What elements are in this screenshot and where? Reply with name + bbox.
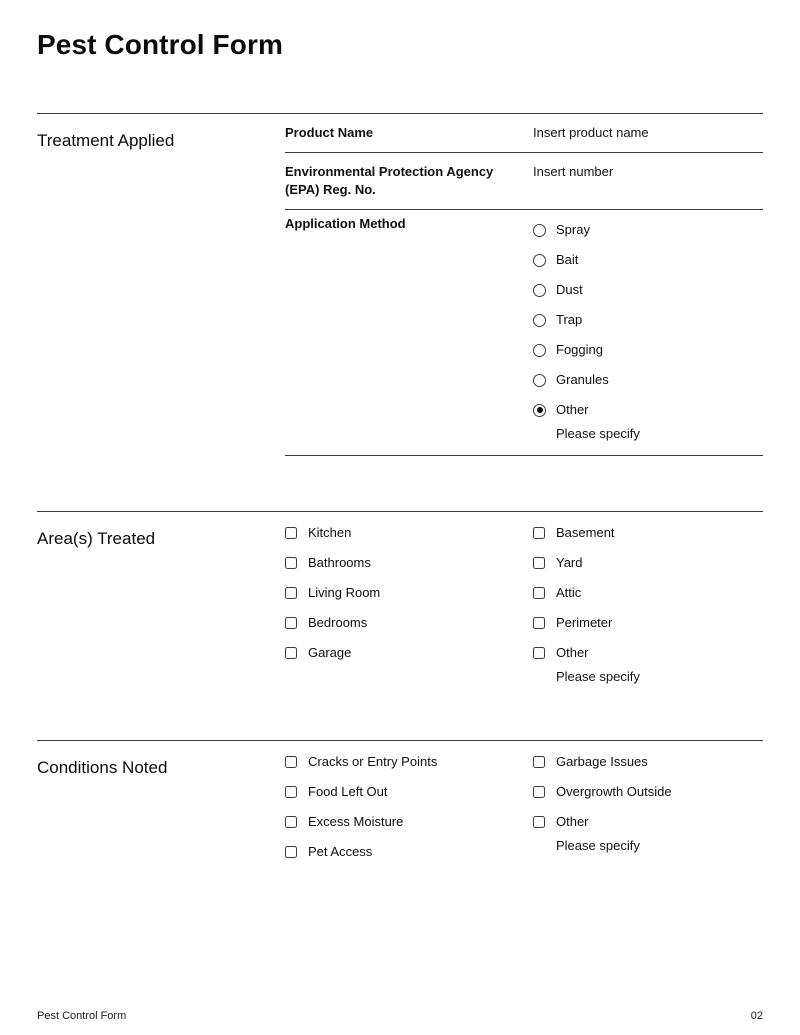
radio-option[interactable] xyxy=(533,275,763,305)
radio-option-label: Dust xyxy=(556,282,583,297)
section-label-treatment-applied: Treatment Applied xyxy=(37,131,175,150)
footer-page-number: 02 xyxy=(750,1010,763,1022)
section-conditions-noted xyxy=(37,740,763,867)
form-field-row xyxy=(285,153,763,210)
radio-option[interactable] xyxy=(533,215,763,245)
checkbox-icon[interactable] xyxy=(285,587,297,599)
checkbox-option-label: Attic xyxy=(556,585,582,600)
field-label: Product Name xyxy=(285,125,374,140)
treatment-field-list xyxy=(285,114,763,210)
checkbox-option-label: Basement xyxy=(556,525,615,540)
checkbox-option[interactable] xyxy=(285,518,533,548)
checkbox-icon[interactable] xyxy=(533,587,545,599)
radio-option-label: Bait xyxy=(556,252,579,267)
page-footer xyxy=(37,1010,763,1022)
radio-option-label: Trap xyxy=(556,312,583,327)
radio-icon[interactable] xyxy=(533,284,546,297)
treatment-fields xyxy=(285,114,763,456)
checkbox-option[interactable] xyxy=(285,837,533,867)
checkbox-icon[interactable] xyxy=(533,756,545,768)
checkbox-option-label: Other xyxy=(556,814,589,829)
radio-option-label: Spray xyxy=(556,222,590,237)
section-treatment-applied xyxy=(37,113,763,456)
checkbox-option-label: Garbage Issues xyxy=(556,754,648,769)
checkbox-option[interactable] xyxy=(533,638,763,668)
radio-option-label: Other xyxy=(556,402,589,417)
checkbox-option-label: Garage xyxy=(308,645,352,660)
section-label-conditions-noted: Conditions Noted xyxy=(37,758,168,777)
form-field-row xyxy=(285,114,763,153)
areas-checkbox-columns xyxy=(285,512,763,692)
section-areas-treated xyxy=(37,511,763,692)
checkbox-icon[interactable] xyxy=(533,786,545,798)
checkbox-option-label: Perimeter xyxy=(556,615,613,630)
checkbox-icon[interactable] xyxy=(285,617,297,629)
field-input-placeholder[interactable]: Insert product name xyxy=(533,125,649,140)
application-method-label: Application Method xyxy=(285,216,406,231)
field-label: Environmental Protection Agency (EPA) Reg. No. xyxy=(285,164,494,197)
checkbox-icon[interactable] xyxy=(533,527,545,539)
checkbox-icon[interactable] xyxy=(285,846,297,858)
application-method-row xyxy=(285,210,763,456)
checkbox-icon[interactable] xyxy=(285,557,297,569)
radio-icon[interactable] xyxy=(533,254,546,267)
checkbox-option[interactable] xyxy=(533,747,763,777)
page-title: Pest Control Form xyxy=(37,29,283,60)
radio-option[interactable] xyxy=(533,305,763,335)
radio-icon[interactable] xyxy=(533,374,546,387)
checkbox-option[interactable] xyxy=(533,548,763,578)
radio-icon[interactable] xyxy=(533,344,546,357)
checkbox-option[interactable] xyxy=(285,608,533,638)
checkbox-option[interactable] xyxy=(285,807,533,837)
checkbox-option[interactable] xyxy=(285,548,533,578)
checkbox-option-label: Pet Access xyxy=(308,844,373,859)
checkbox-option[interactable] xyxy=(285,777,533,807)
checkbox-option[interactable] xyxy=(533,578,763,608)
checkbox-option-label: Kitchen xyxy=(308,525,352,540)
checkbox-option-label: Excess Moisture xyxy=(308,814,404,829)
please-specify-input[interactable]: Please specify xyxy=(556,838,640,853)
checkbox-icon[interactable] xyxy=(285,786,297,798)
checkbox-option-label: Other xyxy=(556,645,589,660)
radio-icon[interactable] xyxy=(533,224,546,237)
conditions-column-2 xyxy=(533,747,763,867)
section-label-areas-treated: Area(s) Treated xyxy=(37,529,156,548)
checkbox-option[interactable] xyxy=(533,608,763,638)
checkbox-icon[interactable] xyxy=(533,557,545,569)
areas-column-1 xyxy=(285,518,533,692)
checkbox-icon[interactable] xyxy=(285,756,297,768)
checkbox-option-label: Bedrooms xyxy=(308,615,368,630)
checkbox-option-label: Overgrowth Outside xyxy=(556,784,672,799)
checkbox-option-label: Cracks or Entry Points xyxy=(308,754,438,769)
checkbox-icon[interactable] xyxy=(533,647,545,659)
radio-option[interactable] xyxy=(533,335,763,365)
radio-option-label: Fogging xyxy=(556,342,603,357)
radio-icon[interactable] xyxy=(533,404,546,417)
checkbox-icon[interactable] xyxy=(285,527,297,539)
radio-option[interactable] xyxy=(533,245,763,275)
application-method-options xyxy=(533,215,763,449)
checkbox-option[interactable] xyxy=(533,777,763,807)
checkbox-icon[interactable] xyxy=(533,617,545,629)
checkbox-option[interactable] xyxy=(285,578,533,608)
areas-column-2 xyxy=(533,518,763,692)
checkbox-option-label: Living Room xyxy=(308,585,381,600)
checkbox-option[interactable] xyxy=(285,638,533,668)
checkbox-option-label: Yard xyxy=(556,555,583,570)
checkbox-option[interactable] xyxy=(533,807,763,837)
radio-option[interactable] xyxy=(533,365,763,395)
footer-document-title: Pest Control Form xyxy=(37,1010,127,1022)
checkbox-icon[interactable] xyxy=(533,816,545,828)
please-specify-input[interactable]: Please specify xyxy=(556,426,640,441)
conditions-column-1 xyxy=(285,747,533,867)
checkbox-icon[interactable] xyxy=(285,816,297,828)
conditions-checkbox-columns xyxy=(285,741,763,867)
checkbox-option[interactable] xyxy=(285,747,533,777)
checkbox-icon[interactable] xyxy=(285,647,297,659)
please-specify-input[interactable]: Please specify xyxy=(556,669,640,684)
radio-option[interactable] xyxy=(533,395,763,425)
checkbox-option[interactable] xyxy=(533,518,763,548)
radio-icon[interactable] xyxy=(533,314,546,327)
checkbox-option-label: Food Left Out xyxy=(308,784,388,799)
field-input-placeholder[interactable]: Insert number xyxy=(533,164,614,179)
radio-option-label: Granules xyxy=(556,372,609,387)
checkbox-option-label: Bathrooms xyxy=(308,555,371,570)
